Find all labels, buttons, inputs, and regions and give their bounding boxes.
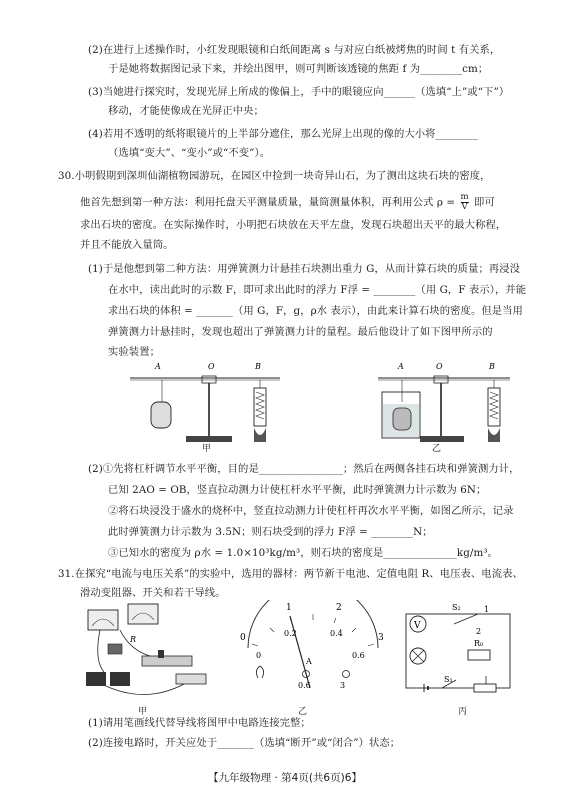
page-footer: 【九年级物理 · 第4页(共6页)6】 [208,772,362,784]
caption-circuit-jia: 甲 [138,707,148,717]
label-O2: O [436,362,443,371]
q30-1-line1: (1)于是他想到第二种方法：用弹簧测力计悬挂石块测出重力 G，从而计算石块的质量；再浸没 [88,263,521,275]
q29-2-line2: 于是她将数据图记录下来，并绘出图甲，则可判断该透镜的焦距 f 为________cm； [108,63,489,75]
fraction-numerator: m [460,192,469,202]
dial-label-0-6: 0.6 [352,651,365,660]
switch-device [176,674,206,684]
q31-1-line: (1)请用笔画线代替导线将图甲中电路连接完整； [88,717,311,729]
switch-s1-label: S₁ [444,675,453,684]
q30-line2-tail: 即可 [474,196,495,209]
voltmeter-device [88,610,118,630]
label-B: B [255,362,261,371]
caption-jia: 甲 [202,444,212,454]
q30-line1: 30.小明假期到深圳仙湖植物园游玩，在园区中捡到一块奇异山石，为了测出这块石块的密度， [58,170,491,182]
resistor-R0 [468,650,490,660]
q30-1-line2: 在水中，读出此时的示数 F，即可求出此时的浮力 F浮 = ________（用 G，F 表示），并能 [108,284,527,296]
q30-2-line5: ③已知水的密度为 ρ水 = 1.0×10³kg/m³，则石块的密度是______________kg/m³。 [108,547,498,559]
q31-line1: 31.在探究“电流与电压关系”的实验中，选用的器材：两节新干电池、定值电阻 R、电压表、电流表、 [58,568,523,580]
fraction-denominator: V [461,202,468,212]
q30-line3: 求出石块的密度。在实际操作时，小明把石块放在天平左盘，发现石块超出天平的最大称程， [80,219,507,231]
q31-2-line: (2)连接电路时，开关应处于_______（选填“断开”或“闭合”）状态； [88,737,401,749]
q31-line2: 滑动变阻器、开关和若干导线。 [80,587,226,599]
q29-3-line2: 移动，才能使像成在光屏正中央； [108,105,264,117]
q30-1-line3: 求出石块的体积 = _______（用 G，F，g，ρ水 表示），由此来计算石块的密度。但是当用 [108,305,523,317]
rheostat [142,656,192,666]
q29-4-line1: (4)若用不透明的纸将眼镜片的上半部分遮住，那么光屏上出现的像的大小将________ [88,128,478,140]
terminal-3: 3 [340,681,346,690]
dial-label-3: 3 [378,633,384,643]
svg-text:2: 2 [476,627,482,636]
q29-2-line1: (2)在进行上述操作时，小红发现眼镜和白纸间距离 s 与对应白纸被烤焦的时间 t 有关系， [88,44,501,56]
circuit-apparatus-figure [80,600,230,705]
svg-text:1: 1 [484,605,490,614]
density-fraction [461,193,469,212]
svg-text:R₀: R₀ [474,639,484,648]
stone [151,402,171,428]
meter-dial-figure [228,600,388,705]
q30-2-line2: 已知 2AO = OB，竖直拉动测力计使杠杆水平平衡，此时弹簧测力计示数为 6N； [108,484,487,496]
q30-line2 [80,193,495,212]
battery-1 [86,672,106,686]
circuit-schematic-bing [394,600,524,705]
dial-unit-A: A [306,657,312,666]
q30-1-line5: 实验装置； [108,346,160,358]
q30-line4: 并且不能放入量筒。 [80,239,174,251]
dial-label-0-bottom: 0 [256,651,262,660]
lever-figure-yi [376,356,516,454]
ammeter-device [128,604,158,624]
svg-text:V: V [414,621,421,631]
label-O: O [208,362,215,371]
dial-label-0-4: 0.4 [330,629,343,638]
q29-4-line2: （选填“变大”、“变小”或“不变”）。 [108,147,271,159]
svg-text:R: R [130,635,137,644]
battery-2 [110,672,130,686]
lever-figure-jia [128,356,288,454]
label-B2: B [489,362,495,371]
q30-2-line1: (2)①先将杠杆调节水平平衡，目的是________________；然后在两侧各挂石块和弹簧测力计， [88,463,520,475]
q30-2-line4: 此时弹簧测力计示数为 3.5N；则石块受到的浮力 F浮 = ________N； [108,526,433,538]
switch-s2-label: S₂ [452,603,461,612]
dial-label-0-top: 0 [240,633,246,643]
rheostat-symbol [474,684,496,692]
dial-label-0-2: 0.2 [284,629,297,638]
dial-label-2: 2 [336,603,342,613]
q29-3-line1: (3)当她进行探究时，发现光屏上所成的像偏上，手中的眼镜应向______（选填“上”或“下”） [88,86,510,98]
q30-2-line3: ②将石块浸没于盛水的烧杯中，竖直拉动测力计使杠杆再次水平平衡，如图乙所示，记录 [108,505,514,517]
caption-circuit-yi: 乙 [298,707,308,717]
terminal-0-6: 0.6 [298,681,311,690]
q30-1-line4: 弹簧测力计悬挂时，发现也超出了弹簧测力计的量程。最后他设计了如下图甲所示的 [108,326,493,338]
caption-yi: 乙 [432,444,442,454]
label-A: A [155,362,161,371]
caption-circuit-bing: 丙 [458,707,468,717]
label-A2: A [398,362,404,371]
q30-line2-text: 他首先想到第一种方法：利用托盘天平测量质量，量筒测量体积，再利用公式 ρ = [80,196,456,209]
dial-label-1: 1 [286,603,292,613]
